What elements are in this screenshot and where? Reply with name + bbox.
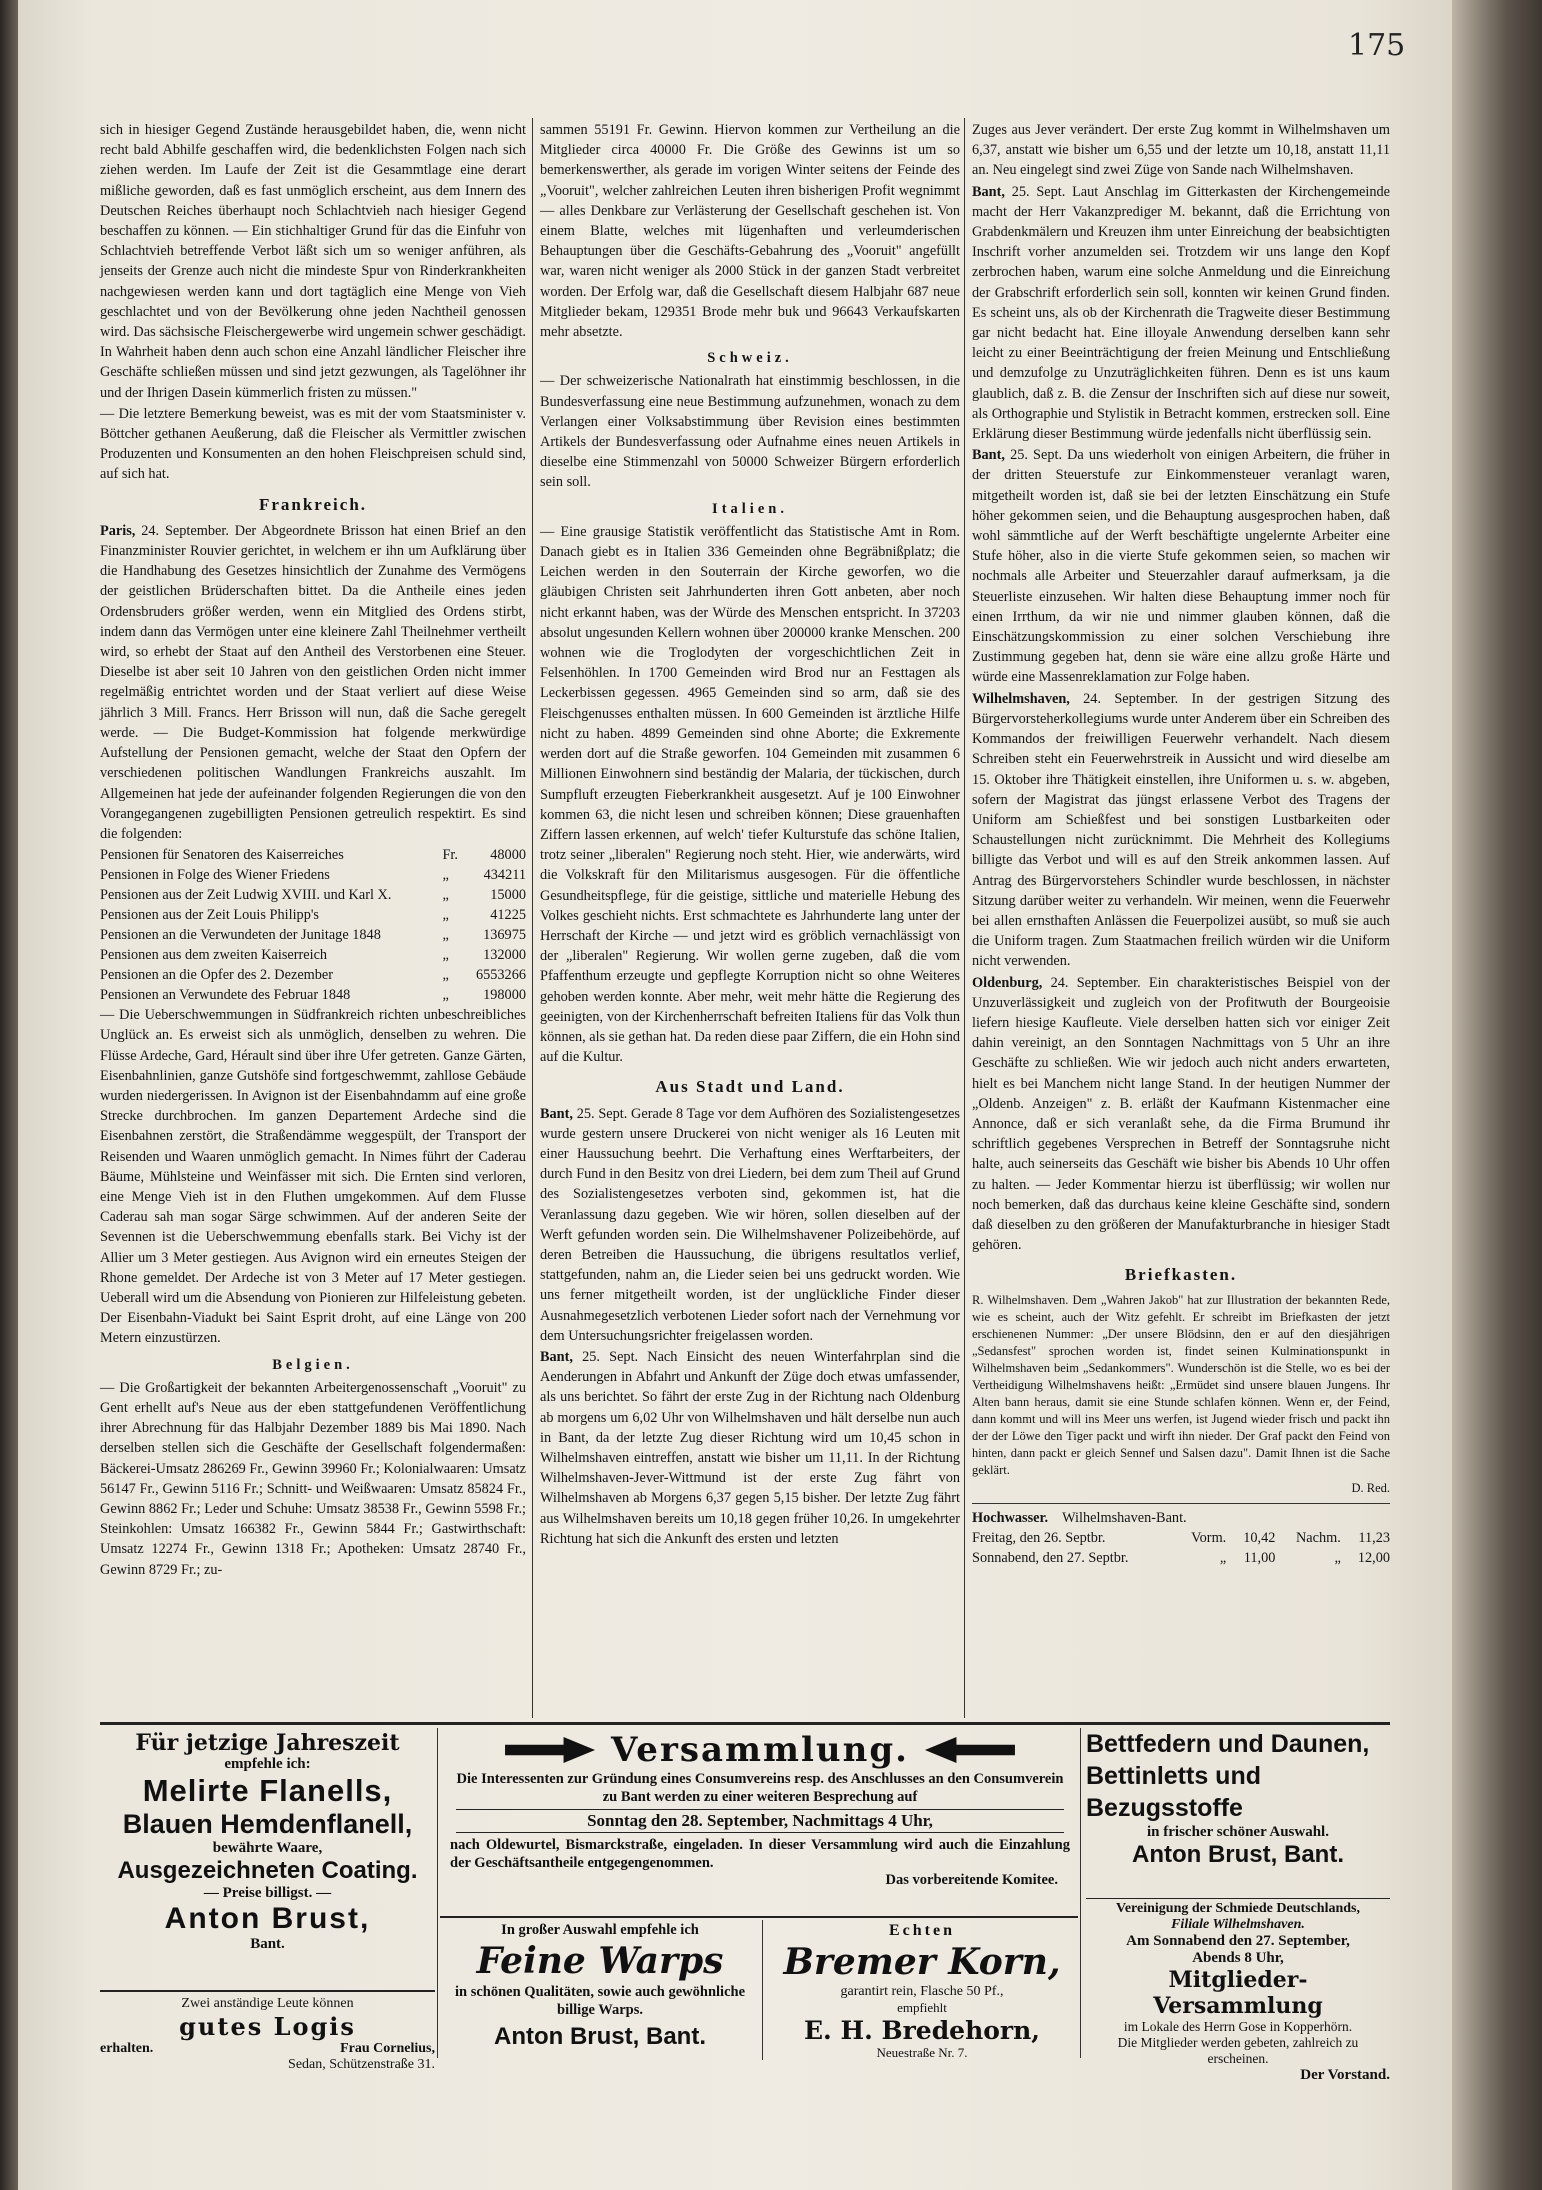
pension-label: Pensionen aus der Zeit Louis Philipp's <box>100 907 319 924</box>
ad-signature: Das vorbereitende Komitee. <box>885 1872 1058 1888</box>
article-text: — Eine grausige Statistik veröffentlicht das Statistische Amt in Rom. Danach giebt es in Italien 336 Gemeinden ohne Begräbnißplatz; die Leichen werden in den Souterrain der Kirche geworfen, wo die gläubigen Christen seit Jahrhunderten ihren Gott anbeten, aber noch nicht erkannt haben, was der Würde des Menschen entspricht. In 37203 absolut ungesunden Kellern wohnen über 200000 kranke Menschen. 200 wohnen wie die Troglodyten der vorgeschichtlichen Zeit in Felsenhöhlen. In 1700 Gemeinden wird Brod nur an Festtagen als Leckerbissen gegessen. 4965 Gemeinden sind so arm, daß sie des Fleischgenusses enthalten müssen. In 600 Gemeinden ist ärztliche Hilfe nicht zu haben. 4899 Gemeinden sind ohne Aborte; die Exkremente werden dort auf die Straße geworfen. 104 Gemeinden mit zusammen 6 Millionen Einwohnern sind beständig der Malaria, der tückischen, durch Sumpfluft erzeugten Fieberkrankheit ausgesetzt. Auf je 100 Einwohner kommen 63, die nicht lesen und schreiben können; Diese grauenhaften Ziffern lassen erkennen, auf welch' tiefer Kulturstufe das schöne Italien, trotz seiner „liberalen" Regierung noch steht. Hier, wie anderwärts, wird die Volkskraft für den Militarismus ausgesogen. Für die öffentliche Gesundheitspflege, für die geistige, sittliche und materielle Hebung des Volkes geschieht nichts. Erst schmachtete es Jahrhunderte lang unter der Herrschaft der Kirche — und jetzt wird es gröblich vernachlässigt von der „liberalen" Regierung. Wir wollen gerne zugeben, daß die vom Pfaffenthum erzeugte und gepflegte Korruption nicht so ohne Weiteres gehoben werden konnte. Aber mehr, weit mehr hätte die Regierung des geeinigten, von der Kirchenherrschaft befreiten Italiens für das Volk thun können, als sie gethan hat. Da reden diese paar Ziffern, die ein Hohn sind auf die Kultur. <box>540 523 960 1066</box>
ad-text: Bremer Korn, <box>783 1941 1061 1983</box>
article-bant <box>540 1347 960 1549</box>
pointing-hand-icon <box>505 1737 595 1763</box>
pension-value: 136975 <box>483 927 526 944</box>
ad-text: gutes Logis <box>179 2012 356 2041</box>
hochwasser-title: Hochwasser. <box>972 1509 1049 1526</box>
ad-rule <box>762 1920 763 2060</box>
pension-value: 132000 <box>483 947 526 964</box>
hochwasser-table <box>972 1528 1390 1568</box>
ad-rule <box>100 1990 435 1992</box>
article-bant <box>972 182 1390 445</box>
pension-row <box>100 905 526 925</box>
ad-versammlung <box>442 1730 1078 1889</box>
ad-text: Bettfedern und Daunen, <box>1086 1730 1370 1758</box>
column-rule <box>964 118 965 1718</box>
pension-unit: „ <box>442 907 449 924</box>
pension-row <box>100 925 526 945</box>
article-paris <box>100 521 526 844</box>
ad-text: Die Interessenten zur Gründung eines Consumvereins resp. des Anschlusses an den Consumverein zu Bant werden zu einer weiteren Besprechung auf <box>456 1771 1064 1805</box>
pension-unit: „ <box>442 927 449 944</box>
ad-text: nach Oldewurtel, Bismarckstraße, eingeladen. In dieser Versammlung wird auch die Einzahlung der Geschäftsantheile entgegengenommen. <box>450 1837 1070 1871</box>
briefkasten-signature: D. Red. <box>1351 1480 1390 1495</box>
hochwasser-day: Sonnabend, den 27. Septbr. <box>972 1549 1129 1566</box>
ad-section-rule <box>100 1722 1390 1725</box>
dateline: Wilhelmshaven, <box>972 690 1070 707</box>
pension-unit: „ <box>442 887 449 904</box>
ad-logis <box>100 1996 435 2073</box>
article-text: sich in hiesiger Gegend Zustände herausgebildet haben, die, wenn nicht recht bald Abhilfe geschaffen wird, die bedenklichsten Folgen nach sich ziehen werden. Im Laufe der Zeit ist die Gesammtlage eine derart mißliche geworden, daß es fast unmöglich erscheint, aus dem Innern des Deutschen Reiches überhaupt noch Schlachtvieh nach hiesiger Gegend beschaffen zu können. — Ein stichhaltiger Grund für das die Einfuhr von Schlachtvieh betreffende Verbot läßt sich um so weniger anführen, als jenseits der Grenze auch nicht die mindeste Spur von Rinderkrankheiten nachgewiesen werden kann und dort tagtäglich eine Menge von Vieh geschlachtet und von der Bevölkerung ohne jeden Nachtheil genossen wird. Das sächsische Fleischergewerbe wird ungemein schwer geschädigt. In Wahrheit haben denn auch schon eine Anzahl ländlicher Fleischer ihre Geschäfte schließen müssen und sind jetzt gezwungen, als Tagelöhner ihr und der Ihrigen Dasein kümmerlich fristen zu müssen." <box>100 122 526 401</box>
pension-value: 6553266 <box>475 967 526 984</box>
ad-text: Bettinletts und <box>1086 1762 1261 1790</box>
hochwasser-nachm: 11,23 <box>1358 1529 1390 1546</box>
briefkasten-text: R. Wilhelmshaven. Dem „Wahren Jakob" hat zur Illustration der bekannten Rede, wie es scheint, auch der Witz gefehlt. Er schreibt im Briefkasten der jetzt erschienenen Nummer: „Der unsere Blödsinn, den er auf den diesjährigen „Sedansfest" sprochen worden ist, findet seinen Kulminationspunkt in Wilhelmshaven beim „Sedankommers". Wunderschön ist die Stelle, wo es bei der Vertheidigung Wilhelmshavens heißt: „Ermüdet sind unsere blauen Jungens. Ihr Alten bann heraus, damit sie eine Stunde schlafen können. Wenn er, der Feind, dann kommt und will ins Meer uns werfen, ist Jugend wieder frisch und packt ihn der der Löwe den Tiger packt und wirft ihn nieder. Der Graf packt den Feind von hinten, dann packt er gleich Sennef und Salsen dazu". Damit Ihnen ist die Sache geklärt. <box>972 1292 1390 1477</box>
article-wilhelmshaven <box>972 689 1390 972</box>
ad-text: Blauen Hemdenflanell, <box>122 1809 413 1839</box>
pension-row <box>100 865 526 885</box>
ad-bettfedern <box>1086 1728 1390 1869</box>
section-heading-frankreich: Frankreich. <box>258 494 368 514</box>
hochwasser-day: Freitag, den 26. Septbr. <box>972 1529 1106 1546</box>
ad-text: E. H. Bredehorn, <box>804 2016 1040 2045</box>
binding-edge <box>0 0 18 2190</box>
hochwasser-nachm-label: Nachm. <box>1295 1529 1341 1546</box>
pension-label: Pensionen aus dem zweiten Kaiserreich <box>100 947 328 964</box>
ad-text: in schönen Qualitäten, sowie auch gewöhnliche billige Warps. <box>454 1984 746 2018</box>
pension-value: 434211 <box>483 867 526 884</box>
ad-bremer-korn <box>766 1922 1078 2061</box>
dateline: Bant, <box>540 1348 573 1365</box>
column-1 <box>100 120 526 1581</box>
pension-row <box>100 885 526 905</box>
ad-text: Ausgezeichneten Coating. <box>117 1857 418 1884</box>
pension-row <box>100 985 526 1005</box>
pension-label: Pensionen an die Opfer des 2. Dezember <box>100 967 334 984</box>
ad-text: Am Sonnabend den 27. September, <box>1126 1933 1350 1949</box>
pension-row <box>100 945 526 965</box>
ad-text: Filiale Wilhelmshaven. <box>1171 1917 1305 1932</box>
ad-text: Anton Brust, Bant. <box>1132 1841 1344 1868</box>
ad-signature: Der Vorstand. <box>1300 2067 1390 2083</box>
hochwasser-vorm-label: „ <box>1219 1549 1227 1566</box>
article-oldenburg <box>972 973 1390 1256</box>
pension-unit: „ <box>442 967 449 984</box>
ad-text: Sonntag den 28. September, Nachmittags 4 Uhr, <box>456 1809 1064 1833</box>
dateline: Bant, <box>540 1105 573 1122</box>
hochwasser-vorm: 10,42 <box>1243 1529 1276 1546</box>
article-text: — Die letztere Bemerkung beweist, was es mit der vom Staatsminister v. Böttcher gethanen Aeußerung, daß die Fleischer als Vermittler zwischen Produzenten und Konsumenten an den hohen Fleischpreisen schuld sind, auf sich hat. <box>100 405 526 483</box>
pensions-table <box>100 845 526 1005</box>
dateline: Oldenburg, <box>972 974 1043 991</box>
ad-text: erhalten. <box>100 2041 154 2056</box>
ad-anton-brust-flanells <box>100 1730 435 1953</box>
pension-value: 198000 <box>483 987 526 1004</box>
ad-text: empfehle ich: <box>224 1756 311 1772</box>
ad-text: im Lokale des Herrn Gose in Kopperhörn. <box>1123 2019 1353 2034</box>
ad-text: Bant. <box>250 1936 285 1952</box>
ad-text: Neuestraße Nr. 7. <box>876 2045 968 2060</box>
pension-label: Pensionen an die Verwundeten der Junitage 1848 <box>100 927 381 944</box>
article-text: 24. September. In der gestrigen Sitzung des Bürgervorsteherkollegiums wurde unter Anderem über ein Schreiben des Kommandos der freiwilligen Feuerwehr verhandelt. Nach diesem Schreiben steht ein Feuerwehrstreik in Aussicht und wird dieselbe am 15. Oktober ihre Thätigkeit einstellen, ihre Uniformen u. s. w. abgeben, sofern der Magistrat das jüngst erlassene Verbot des Tragens der Uniform am Schießfest und bei sonstigen Lustbarkeiten oder Schaustellungen nicht zurücknimmt. Die Mehrheit des Kollegiums billigte das Verbot und will es auf den Streik ankommen lassen. Auf Antrag des Bürgervorstehers Schindler wurde beschlossen, in nächster Sitzung darüber weiter zu verhandeln. Wir meinen, wenn die Feuerwehr bei allen ernsthaften Anlässen die Feuerpolizei ausübt, so muß sie auch die Uniform tragen. Zum Staatmachen freilich würden wir die Uniform nicht verwenden. <box>972 690 1390 970</box>
article-text: 25. Sept. Nach Einsicht des neuen Winterfahrplan sind die Aenderungen in Abfahrt und Ankunft der Züge doch etwas umfassender, als uns berichtet. So fährt der erste Zug in der Richtung nach Oldenburg ab morgens um 6,02 Uhr von Wilhelmshaven und hält derselbe nun auch in Bant, da der letzte Zug dieser Richtung wird um 10,45 schon in Wilhelmshaven eintreffen, anstatt wie bisher um 11,11. In der Richtung Wilhelmshaven-Jever-Wittmund ist der erste Zug fährt von Wilhelmshaven ab Morgens 6,37 gegen 5,15 bisher. Der letzte Zug fährt aus Wilhelmshaven bereits um 10,18 gegen früher 10,26. In umgekehrter Richtung hat sich die Ankunft des ersten und letzten <box>540 1348 961 1547</box>
ad-text: bewährte Waare, <box>212 1840 323 1856</box>
ad-text: Echten <box>889 1922 955 1939</box>
section-heading-briefkasten: Briefkasten. <box>1124 1265 1238 1285</box>
column-3 <box>972 120 1390 1568</box>
right-page-edge <box>1452 0 1542 2190</box>
article-text: 24. September. Ein charakteristisches Beispiel von der Unzuverlässigkeit und zugleich von der Profitwuth der Bourgeoisie liefern hiesige Kaufleute. Viele derselben hatten sich vor einiger Zeit dahin vereinigt, an den Sonntagen Nachmittags von 5 Uhr an ihre Geschäfte zu schließen. Wie wir jedoch auch nicht anders erwarteten, hielt es bei Manchem nicht lange Stand. In der heutigen Nummer der „Oldenb. Anzeigen" z. B. erläßt der Kaufmann Kistenmacher eine Annonce, daß er sich veranlaßt sehe, da die Firma Brumund ihr schriftlich gegebenes Versprechen in Betreff der Sonntagsruhe nicht halte, auch seinerseits das Geschäft wie bisher bis Abends 10 Uhr offen zu halten. — Jeder Kommentar hierzu ist überflüssig; wir wollen nur noch bemerken, daß das durchaus keine kleine Geschäfte sind, sondern daß dieselben zu den größeren der Manufakturbranche in hiesiger Stadt gehören. <box>972 974 1390 1254</box>
pension-label: Pensionen an Verwundete des Februar 1848 <box>100 987 351 1004</box>
ad-text: Melirte Flanells, <box>142 1773 393 1808</box>
article-text: Zuges aus Jever verändert. Der erste Zug kommt in Wilhelmshaven um 6,37, anstatt wie bisher um 6,55 und der letzte um 10,18, anstatt 11,11 an. Neu eingelegt sind zwei Züge von Sande nach Wilhelmshaven. <box>972 122 1390 179</box>
article-text: — Die Ueberschwemmungen in Südfrankreich richten unbeschreibliches Unglück an. Es erweist sich als unmöglich, denselben zu wehren. Die Flüsse Ardeche, Gard, Hérault sind über ihre Ufer getreten. Ganze Gärten, Eisenbahnlinien, ganze Gutshöfe sind fortgeschwemmt, zahllose Gebäude wurden niedergerissen. In Avignon ist der Eisenbahndamm auf eine große Strecke durchbrochen. Im ganzen Departement Ardeche sind die Eisenbahnen zerstört, die Straßendämme weggespült, der Transport der Reisenden und Waaren unmöglich gemacht. In Nimes führt der Caderau Bäume, Mühlsteine und Weinfässer mit sich. Die Ernten sind verloren, eine Menge Vieh ist in den Fluthen umgekommen. Auf dem Flusse Caderau sah man sogar Särge schwimmen. Auf der anderen Seite der Sevennen ist die Ueberschwemmung ebenfalls stark. Bei Vichy ist der Allier um 3 Meter gestiegen. Aus Avignon wird ein erneutes Steigen der Rhone gemeldet. Der Ardeche ist von 3 Meter auf 17 Meter gestiegen. Ueberall wird um die Absendung von Pionieren zur Hilfeleistung gebeten. Der Eisenbahn-Viadukt bei Saint Esprit droht, auf eine Länge von 200 Metern einzustürzen. <box>100 1007 526 1347</box>
pension-label: Pensionen für Senatoren des Kaiserreiches <box>100 847 344 864</box>
article-bant <box>972 445 1390 687</box>
dateline: Bant, <box>972 183 1005 200</box>
article-text: 25. Sept. Laut Anschlag im Gitterkasten der Kirchengemeinde macht der Herr Vakanzprediger M. bekannt, daß die Errichtung von Grabdenkmälern und Kreuzen ihm unter Einreichung der beabsichtigten Inschrift vorher anzumelden sei. Trotzdem wir uns lange den Kopf zerbrochen haben, warum eine solche Anmeldung und die Einreichung der Grabschrift erforderlich sein soll, konnten wir keinen Grund finden. Es scheint uns, als ob der Kirchenrath die Tragweite dieser Bestimmung gar nicht bedacht hat. Eine illoyale Anwendung derselben kann sehr leicht zu einer Beeinträchtigung der freien Meinung und Entschließung und demzufolge zu Unzuträglichkeiten führen. Denn es ist uns kaum glaublich, daß z. B. die Zensur der Inschriften sich auf diese nur soweit, als Orthographie und Stylistik in Betracht kommen, erstrecken soll. Eine Erklärung dieser Bestimmung würde jedenfalls nicht überflüssig sein. <box>972 183 1390 443</box>
column-rule <box>532 118 533 1718</box>
ad-text: Für jetzige Jahreszeit <box>135 1730 400 1756</box>
pension-unit: „ <box>442 947 449 964</box>
ad-text: Anton Brust, Bant. <box>494 2023 706 2050</box>
hochwasser-nachm: 12,00 <box>1357 1549 1390 1566</box>
pension-value: 48000 <box>490 847 526 864</box>
section-heading-stadt-land: Aus Stadt und Land. <box>655 1077 845 1097</box>
pension-row <box>100 965 526 985</box>
pension-value: 15000 <box>490 887 526 904</box>
ad-schmiede-versammlung <box>1086 1898 1390 2084</box>
ad-text: Anton Brust, <box>164 1902 371 1935</box>
article-text: — Die Großartigkeit der bekannten Arbeitergenossenschaft „Vooruit" zu Gent erhellt auf's Neue aus der eben stattgefundenen Veröffentlichung ihrer Abrechnung für das Halbjahr Dezember 1889 bis Mai 1890. Nach derselben stellen sich die Geschäfte der Gesellschaft folgendermaßen: Bäckerei-Umsatz 286269 Fr., Gewinn 39960 Fr.; Kolonialwaaren: Umsatz 56147 Fr., Gewinn 5116 Fr.; Schnitt- und Weißwaaren: Umsatz 85824 Fr., Gewinn 8862 Fr.; Leder und Schuhe: Umsatz 38538 Fr., Gewinn 5598 Fr.; Steinkohlen: Umsatz 166382 Fr., Gewinn 5844 Fr.; Gastwirthschaft: Umsatz 12274 Fr., Gewinn 1318 Fr.; Apotheken: Umsatz 28740 Fr., Gewinn 8729 Fr.; zu- <box>100 1379 526 1578</box>
hochwasser-vorm: 11,00 <box>1243 1549 1276 1566</box>
ad-text: Sedan, Schützenstraße 31. <box>288 2057 435 2072</box>
ad-rule <box>1080 1728 1081 2058</box>
article-text: 25. Sept. Da uns wiederholt von einigen Arbeitern, die früher in der dritten Steuerstufe zur Einkommensteuer veranlagt waren, mitgetheilt worden ist, daß sie bei der letzten Einschätzung ein Stufe höher gekommen seien, und die Behauptung ausgesprochen haben, daß wohl sämmtliche auf der Werft beschäftigte ungelernte Arbeiter eine Stufe höher, also in die vierte Stufe gekommen seien, so machen wir nochmals alle Arbeiter und Steuerzahler darauf aufmerksam, ja die Steuerliste einzusehen. Wir halten diese Behauptung immer noch für einen Irrthum, da wir nie und nimmer glauben können, daß die Einschätzungskommission zu einer solchen Verschiebung ihre Zustimmung gegeben hat, denn sie wäre eine allzu große Härte und würde eine Massenreklamation zur Folge haben. <box>972 447 1390 686</box>
ad-text: Feine Warps <box>476 1940 724 1982</box>
article-text: 25. Sept. Gerade 8 Tage vor dem Aufhören des Sozialistengesetzes wurde gestern unsere Druckerei von nicht weniger als 16 Leuten mit einer Haussuchung beehrt. Die Verhaftung eines Werftarbeiters, der durch Fund in den Besitz von drei Liedern, bei dem zum Theil auf Grund des Sozialistengesetzes verboten sind, gekommen ist, hat die Veranlassung dazu gegeben. Wie wir hören, sollen dieselben auf der Werft gefunden worden sein. Die Wilhelmshavener Polizeibehörde, auf deren Betreiben die Haussuchung, die übrigens resultatlos verlief, stattgefunden, nahm an, die Lieder seien bei uns gedruckt worden. Wie uns ferner mitgetheilt worden, ist der unglückliche Finder dieser Ausnahmegesetzlich verbotenen Lieder sofort nach der Vernehmung vor dem Untersuchungsrichter freigelassen worden. <box>540 1105 960 1344</box>
ad-text: Frau Cornelius, <box>340 2041 435 2056</box>
dateline: Paris, <box>100 522 136 539</box>
column-2 <box>540 120 960 1550</box>
ad-text: Mitglieder-Versammlung <box>1153 1967 1323 2019</box>
ad-title: Versammlung. <box>611 1730 909 1770</box>
ad-text: Abends 8 Uhr, <box>1192 1950 1284 1966</box>
ad-text: Bezugsstoffe <box>1086 1794 1243 1822</box>
ad-text: — Preise billigst. — <box>203 1885 332 1901</box>
article-text: 24. September. Der Abgeordnete Brisson hat einen Brief an den Finanzminister Rouvier gerichtet, in welchem er ihn um Aufklärung über die Handhabung des Gesetzes hinsichtlich der Zunahme des Vermögens der geistlichen Brüderschaften bittet. Da die Antheile eines jeden Ordensbruders größer werden, wenn ein Mitglied des Ordens stirbt, indem dann das Vermögen unter eine kleinere Zahl Theilnehmer vertheilt wird, so erhebt der Staat auf den Antheil des Verstorbenen eine Steuer. Dieselbe ist aber seit 10 Jahren von den geistlichen Orden nicht immer regelmäßig entrichtet worden und der Staat verliert auf diese Weise jährlich 3 Mill. Francs. Herr Brisson will nun, daß die Sache geregelt werde. — Die Budget-Kommission hat folgende merkwürdige Aufstellung der Pensionen gemacht, welche der Staat den Opfern der verschiedenen politischen Wandlungen Frankreichs auszahlt. Im Allgemeinen hat jede der aufeinander folgenden Regierungen die von den Vorangegangenen zugebilligten Pensionen getreulich respektirt. Es sind die folgenden: <box>100 522 526 842</box>
pension-row <box>100 845 526 865</box>
hochwasser-vorm-label: Vorm. <box>1191 1529 1227 1546</box>
article-bant <box>540 1104 960 1346</box>
hochwasser-place: Wilhelmshaven-Bant. <box>1062 1509 1187 1526</box>
ad-text: In großer Auswahl empfehle ich <box>501 1922 699 1938</box>
hochwasser-box <box>972 1503 1390 1568</box>
article-text: sammen 55191 Fr. Gewinn. Hiervon kommen zur Vertheilung an die Mitglieder circa 40000 Fr. Die Größe des Gewinns ist um so bemerkenswerther, als gerade im vorigen Winter seitens der Feinde des „Vooruit", welcher zahlreichen Leuten ihren bisherigen Profit wegnimmt — alles Denkbare zur Verlästerung der Gesellschaft geschehen ist. Von einem Blatte, welches mit lügenhaften und verleumderischen Behauptungen über die Geschäfts-Gebahrung des „Vooruit" angefüllt war, waren nicht weniger als 2000 Stück in der ganzen Stadt verbreitet worden. Der Erfolg war, daß die Gesellschaft diesem Halbjahr 687 neue Mitglieder bekam, 129351 Brode mehr buk und 96643 Verkaufskarten mehr absetzte. <box>540 122 960 341</box>
ad-feine-warps <box>442 1922 758 2051</box>
ad-text: Zwei anständige Leute können <box>181 1996 354 2011</box>
section-heading-schweiz: Schweiz. <box>707 350 793 367</box>
pension-unit: „ <box>442 867 449 884</box>
ad-text: Die Mitglieder werden gebeten, zahlreich zu erscheinen. <box>1117 2035 1359 2066</box>
hochwasser-row <box>972 1548 1390 1568</box>
section-heading-italien: Italien. <box>712 500 788 517</box>
ad-text: garantirt rein, Flasche 50 Pf., <box>840 1984 1004 1999</box>
dateline: Bant, <box>972 447 1005 464</box>
section-heading-belgien: Belgien. <box>272 1356 354 1373</box>
ad-text: in frischer schöner Auswahl. <box>1147 1824 1329 1840</box>
ad-rule <box>437 1728 438 2058</box>
pension-label: Pensionen in Folge des Wiener Friedens <box>100 867 330 884</box>
ad-text: empfiehlt <box>897 2000 947 2015</box>
pointing-hand-icon <box>925 1737 1015 1763</box>
pension-value: 41225 <box>490 907 526 924</box>
hochwasser-nachm-label: „ <box>1334 1549 1341 1566</box>
article-text: — Der schweizerische Nationalrath hat einstimmig beschlossen, in die Bundesverfassung eine neue Bestimmung aufzunehmen, wonach zu dem Verlangen einer Volksabstimmung über Revision eines bestimmten Artikels der Bundesverfassung oder Aufnahme eines neuen Artikels in dieselbe eine Stimmenzahl von 50000 Schweizer Bürgern erforderlich sein soll. <box>540 373 960 491</box>
pension-unit: „ <box>442 987 449 1004</box>
ad-rule <box>440 1916 1078 1918</box>
page-number: 175 <box>1348 28 1406 63</box>
pension-unit: Fr. <box>442 847 458 864</box>
hochwasser-row <box>972 1528 1390 1548</box>
ad-text: Vereinigung der Schmiede Deutschlands, <box>1116 1901 1360 1916</box>
pension-label: Pensionen aus der Zeit Ludwig XVIII. und Karl X. <box>100 887 392 904</box>
